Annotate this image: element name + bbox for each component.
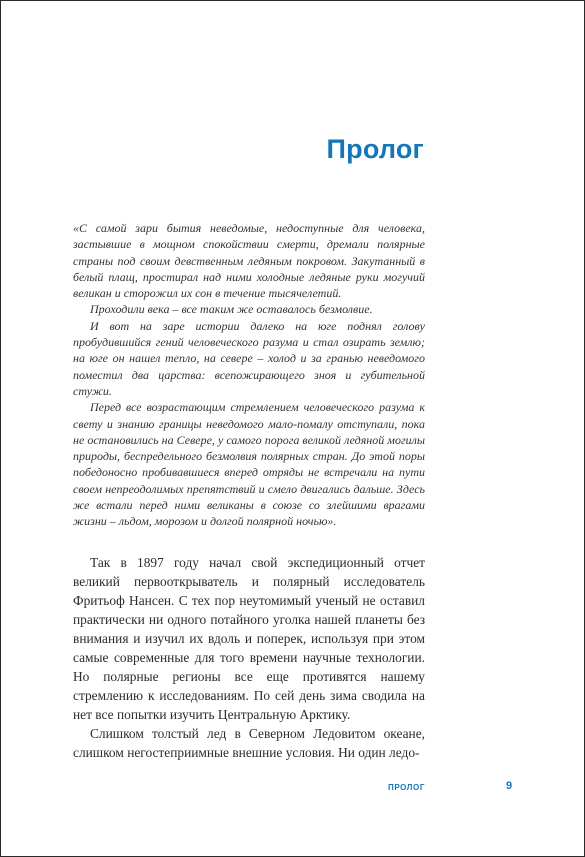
chapter-title: Пролог	[326, 134, 424, 164]
epigraph-paragraph: Проходили века – все таким же оставалось безмолвие.	[90, 302, 373, 317]
running-footer-section: ПРОЛОГ	[388, 783, 425, 792]
body-paragraph: Так в 1897 году начал свой экспедиционный отчет великий первооткрыватель и полярный исследователь Фритьоф Нансен. С тех пор неутомимый ученый не оставил практически ни одного потайного уголка нашей планеты без внимания и изучил их вдоль и поперек, используя при этом самые современные для того времени научные технологии. Но полярные регионы все еще противятся нашему стремлению к исследованиям. По сей день зима сводила на нет все попытки изучить Центральную Арктику.	[73, 555, 425, 722]
page-number: 9	[506, 780, 513, 792]
body-text	[73, 553, 425, 762]
epigraph-paragraph: И вот на заре истории далеко на юге поднял голову пробудившийся гений человеческого разума и стал озирать землю; на юге он нашел тепло, на севере – холод и за гранью неведомого поместил два царства: всепожирающего зноя и губительной стужи.	[73, 318, 425, 398]
epigraph-paragraph: «С самой зари бытия неведомые, недоступные для человека, застывшие в мощном спокойствии смерти, дремали полярные страны под своим девственным ледяным покровом. Закутанный в белый плащ, простирал над ними холодные ледяные руки могучий великан и сторожил их сон в течение тысячелетий.	[73, 221, 425, 301]
epigraph-paragraph: Перед все возрастающим стремлением человеческого разума к свету и знанию границы неведомого мало-помалу отступали, пока не остановились на Севере, у самого порога великой ледяной могилы природы, беспредельного безмолвия полярных стран. До этой поры победоносно пробивавшиеся вперед отряды не встречали на пути своем непреодолимых препятствий и смело двигались дальше. Здесь же встали перед ними великаны в союзе со злейшими врагами жизни – льдом, морозом и долгой полярной ночью».	[73, 400, 425, 529]
body-paragraph: Слишком толстый лед в Северном Ледовитом океане, слишком негостеприимные внешние условия. Ни один ледо-	[73, 726, 425, 760]
epigraph-quote	[73, 220, 425, 530]
